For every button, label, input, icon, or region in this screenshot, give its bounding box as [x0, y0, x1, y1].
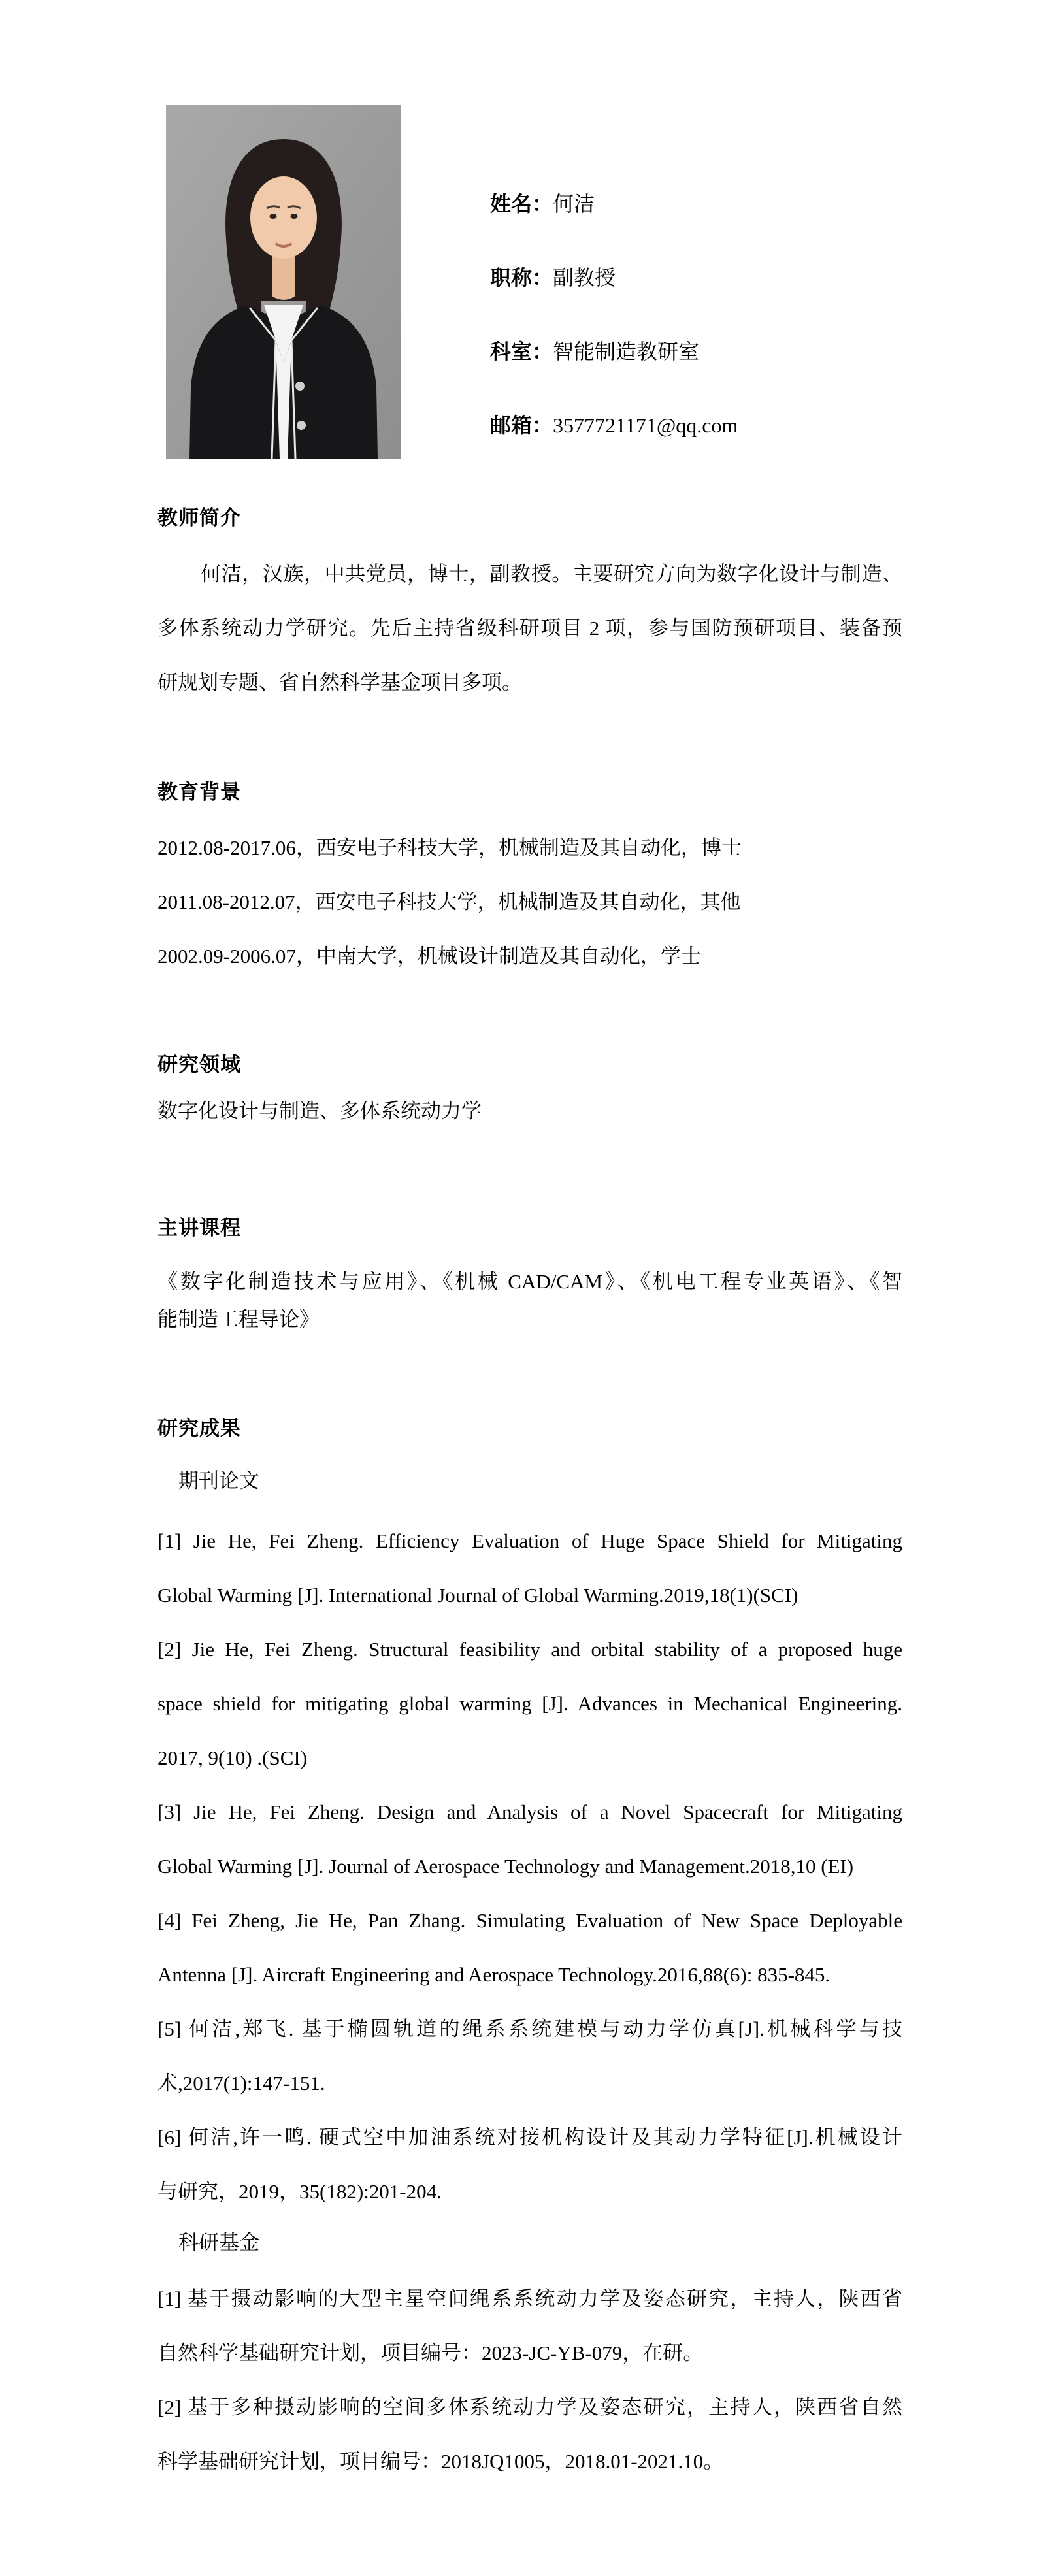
section-heading-courses: 主讲课程: [157, 1216, 241, 1239]
info-row-name: [490, 167, 738, 241]
info-row-title: [490, 241, 738, 315]
paper-line: Global Warming [J]. International Journal of Global Warming.2019,18(1)(SCI): [157, 1584, 798, 1606]
info-row-email: [490, 389, 738, 463]
email-value: 3577721171@qq.com: [553, 414, 738, 437]
paper-line: 术,2017(1):147-151.: [157, 2072, 325, 2095]
courses-line: 能制造工程导论》: [157, 1308, 320, 1331]
education-item: 2002.09-2006.07，中南大学，机械设计制造及其自动化，学士: [157, 945, 701, 968]
office-value: 智能制造教研室: [553, 340, 700, 363]
section-heading-research-areas: 研究领域: [157, 1053, 241, 1076]
education-item: 2012.08-2017.06，西安电子科技大学，机械制造及其自动化，博士: [157, 836, 742, 859]
paper-line: [3] Jie He, Fei Zheng. Design and Analysis of a Novel Spacecraft for Mitigating: [157, 1801, 902, 1823]
paper-line: Antenna [J]. Aircraft Engineering and Aerospace Technology.2016,88(6): 835-845.: [157, 1963, 831, 1986]
name-label: 姓名：: [490, 192, 553, 216]
intro-line: 多体系统动力学研究。先后主持省级科研项目 2 项，参与国防预研项目、装备预: [157, 617, 902, 640]
basic-info-list: [490, 167, 738, 463]
section-heading-intro: 教师简介: [157, 506, 241, 529]
paper-line: [1] Jie He, Fei Zheng. Efficiency Evaluation of Huge Space Shield for Mitigating: [157, 1529, 902, 1552]
fund-line: [1] 基于摄动影响的大型主星空间绳系系统动力学及姿态研究，主持人，陕西省: [157, 2287, 902, 2310]
profile-photo: [166, 105, 401, 459]
courses-line: 《数字化制造技术与应用》、《机械 CAD/CAM》、《机电工程专业英语》、《智: [157, 1270, 902, 1293]
journal-papers-list: [157, 1514, 902, 2219]
paper-line: [2] Jie He, Fei Zheng. Structural feasibility and orbital stability of a proposed huge: [157, 1638, 902, 1661]
portrait-image: [166, 105, 401, 459]
paper-line: 与研究，2019，35(182):201-204.: [157, 2180, 442, 2203]
section-heading-achievements: 研究成果: [157, 1417, 241, 1440]
office-label: 科室：: [490, 340, 553, 363]
title-value: 副教授: [553, 266, 616, 289]
email-label: 邮箱：: [490, 414, 553, 437]
subheading-research-funds: 科研基金: [178, 2231, 259, 2254]
paper-line: [5] 何洁,郑飞. 基于椭圆轨道的绳系系统建模与动力学仿真[J].机械科学与技: [157, 2017, 902, 2040]
fund-line: 自然科学基础研究计划，项目编号：2023-JC-YB-079，在研。: [157, 2341, 704, 2364]
research-areas-line: 数字化设计与制造、多体系统动力学: [157, 1100, 482, 1122]
intro-paragraph: [157, 547, 902, 709]
research-funds-list: [157, 2272, 902, 2488]
education-list: [157, 821, 902, 983]
courses-paragraph: [157, 1263, 902, 1339]
info-row-office: [490, 315, 738, 389]
paper-line: Global Warming [J]. Journal of Aerospace Technology and Management.2018,10 (EI): [157, 1855, 854, 1878]
paper-line: 2017, 9(10) .(SCI): [157, 1746, 308, 1769]
education-item: 2011.08-2012.07，西安电子科技大学，机械制造及其自动化，其他: [157, 890, 741, 913]
research-areas-paragraph: [157, 1084, 902, 1138]
fund-line: [2] 基于多种摄动影响的空间多体系统动力学及姿态研究，主持人，陕西省自然: [157, 2396, 902, 2419]
intro-line: 研规划专题、省自然科学基金项目多项。: [157, 671, 522, 694]
subheading-journal-papers: 期刊论文: [178, 1469, 259, 1492]
section-heading-education: 教育背景: [157, 781, 241, 804]
paper-line: [6] 何洁,许一鸣. 硬式空中加油系统对接机构设计及其动力学特征[J].机械设计: [157, 2126, 902, 2149]
name-value: 何洁: [553, 192, 595, 216]
paper-line: space shield for mitigating global warming [J]. Advances in Mechanical Engineering.: [157, 1692, 902, 1715]
fund-line: 科学基础研究计划，项目编号：2018JQ1005，2018.01-2021.10。: [157, 2450, 724, 2473]
title-label: 职称：: [490, 266, 553, 289]
paper-line: [4] Fei Zheng, Jie He, Pan Zhang. Simulating Evaluation of New Space Deployable: [157, 1909, 902, 1932]
intro-line: 何洁，汉族，中共党员，博士，副教授。主要研究方向为数字化设计与制造、: [201, 562, 902, 585]
